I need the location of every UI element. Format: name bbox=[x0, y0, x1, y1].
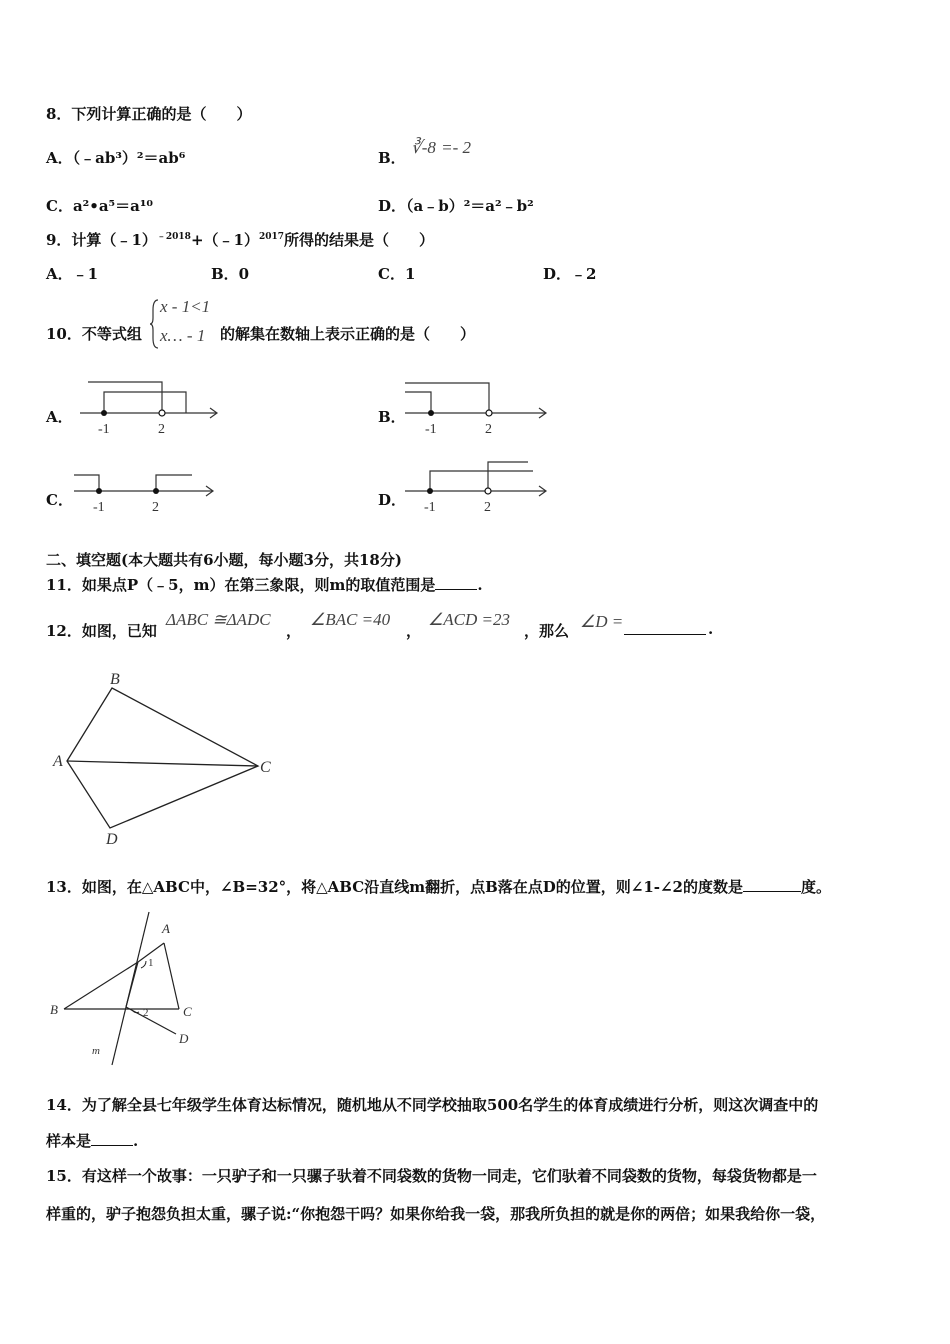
q10-label-d: D． bbox=[378, 491, 407, 509]
q12-sep-2: ， bbox=[406, 622, 422, 640]
q13-label-angle-2: 2 bbox=[143, 1007, 149, 1019]
q10-number-line-a bbox=[78, 375, 223, 440]
q10-a-tick-left: -1 bbox=[98, 422, 110, 437]
q8-d-label: D． bbox=[378, 197, 407, 215]
q13-label-m: m bbox=[92, 1045, 100, 1057]
q8-a-text: （﹣ab³）²＝ab⁶ bbox=[72, 149, 186, 167]
q12-label-c: C bbox=[260, 759, 271, 776]
q12-label-d: D bbox=[106, 831, 118, 848]
q9-stem bbox=[46, 229, 434, 250]
q9-stem-a: 9．计算（﹣1） bbox=[46, 231, 157, 249]
q9-option-a: A．﹣1 bbox=[46, 265, 99, 283]
q12-angle-bac: ∠BAC =40 bbox=[310, 610, 391, 629]
q10-b-tick-right: 2 bbox=[485, 422, 492, 437]
q9-stem-c: 所得的结果是（ ） bbox=[284, 231, 435, 249]
q15-line-1: 15．有这样一个故事：一只驴子和一只骡子驮着不同袋数的货物一同走，它们驮着不同袋数的货物，每袋货物都是一 bbox=[46, 1167, 817, 1185]
q9-option-c: C．1 bbox=[378, 265, 416, 283]
q9-exponent-2: 2017 bbox=[258, 232, 285, 242]
q11-answer-blank[interactable] bbox=[435, 575, 477, 590]
q8-d-text: （a﹣b）²＝a²﹣b² bbox=[406, 197, 534, 215]
q13-answer-blank[interactable] bbox=[743, 877, 801, 892]
q10-d-tick-left: -1 bbox=[424, 500, 436, 515]
q9-stem-b: +（﹣1） bbox=[190, 231, 259, 249]
q14-text: 样本是 bbox=[46, 1132, 92, 1150]
q8-option-b bbox=[378, 138, 472, 168]
q8-option-a bbox=[46, 147, 185, 168]
q9-option-d: D．﹣2 bbox=[543, 265, 597, 283]
q10-inequality-2: x… - 1 bbox=[160, 326, 206, 345]
q10-number-line-b bbox=[403, 375, 553, 440]
q13-text: 13．如图，在△ABC中，∠B=32°，将△ABC沿直线m翻折，点B落在点D的位置，则∠1-∠2的度数是 bbox=[46, 878, 743, 896]
q12-label-b: B bbox=[110, 671, 120, 688]
section-title-fill-blank: 二、填空题(本大题共有6小题，每小题3分，共18分) bbox=[46, 551, 402, 569]
q11-end: . bbox=[477, 576, 483, 594]
q13-figure bbox=[46, 910, 216, 1070]
q13-label-c: C bbox=[183, 1004, 192, 1019]
q14-line-2 bbox=[46, 1130, 138, 1151]
q13-end: 度。 bbox=[801, 878, 832, 896]
q8-b-label: B． bbox=[378, 149, 406, 167]
q8-b-radical: ∛-8 bbox=[410, 138, 436, 157]
q13-label-a: A bbox=[162, 921, 170, 936]
q10-label-c: C． bbox=[46, 491, 73, 509]
q8-a-label: A． bbox=[46, 149, 73, 167]
q12-angle-acd: ∠ACD =23 bbox=[428, 610, 510, 629]
q10-d-tick-right: 2 bbox=[484, 500, 491, 515]
q8-c-label: C． bbox=[46, 197, 73, 215]
q12-prefix: 12．如图，已知 bbox=[46, 622, 157, 640]
q12-label-a: A bbox=[53, 753, 63, 770]
q10-number-line-c bbox=[72, 465, 222, 525]
q12-end: . bbox=[708, 620, 714, 638]
q12-answer-blank[interactable] bbox=[624, 620, 706, 635]
q10-suffix: 的解集在数轴上表示正确的是（ ） bbox=[220, 325, 476, 343]
q11 bbox=[46, 574, 483, 595]
q10-label-a: A． bbox=[46, 408, 73, 426]
q10-label-b: B． bbox=[378, 408, 406, 426]
q8-c-text: a²•a⁵＝a¹⁰ bbox=[72, 197, 153, 215]
q8-option-c bbox=[46, 195, 153, 216]
q14-answer-blank[interactable] bbox=[91, 1131, 133, 1146]
q8-b-rest: =- 2 bbox=[441, 138, 472, 157]
q9-exponent-1: ﹣2018 bbox=[156, 232, 191, 242]
q12-angle-d: ∠D = bbox=[580, 612, 624, 631]
q10-c-tick-left: -1 bbox=[93, 500, 105, 515]
q13-label-b: B bbox=[50, 1002, 58, 1017]
q13 bbox=[46, 876, 831, 897]
q14-end: . bbox=[133, 1132, 139, 1150]
q10-brace bbox=[150, 298, 160, 350]
q12-sep-1: ， bbox=[286, 622, 302, 640]
q8-stem: 8．下列计算正确的是（ ） bbox=[46, 105, 252, 123]
q10-number-line-d bbox=[403, 457, 553, 525]
q10-b-tick-left: -1 bbox=[425, 422, 437, 437]
q10-c-tick-right: 2 bbox=[152, 500, 159, 515]
q12-congruence: ΔABC ≅ΔADC bbox=[166, 610, 271, 629]
q9-option-b: B．0 bbox=[211, 265, 250, 283]
q11-text: 11．如果点P（﹣5，m）在第三象限，则m的取值范围是 bbox=[46, 576, 436, 594]
q10-inequality-1: x - 1<1 bbox=[160, 297, 211, 316]
q10-a-tick-right: 2 bbox=[158, 422, 165, 437]
q13-label-d: D bbox=[179, 1031, 189, 1046]
q14-line-1: 14．为了解全县七年级学生体育达标情况，随机地从不同学校抽取500名学生的体育成绩进行分析，则这次调查中的 bbox=[46, 1096, 819, 1114]
q13-label-angle-1: 1 bbox=[148, 957, 154, 969]
q12-sep-3: ，那么 bbox=[524, 622, 570, 640]
q15-line-2: 样重的，驴子抱怨负担太重，骡子说:“你抱怨干吗？如果你给我一袋，那我所负担的就是你的两倍；如果我给你一袋， bbox=[46, 1205, 826, 1223]
q10-prefix: 10．不等式组 bbox=[46, 325, 142, 343]
q12-figure bbox=[50, 668, 280, 848]
q8-option-d bbox=[378, 195, 534, 216]
